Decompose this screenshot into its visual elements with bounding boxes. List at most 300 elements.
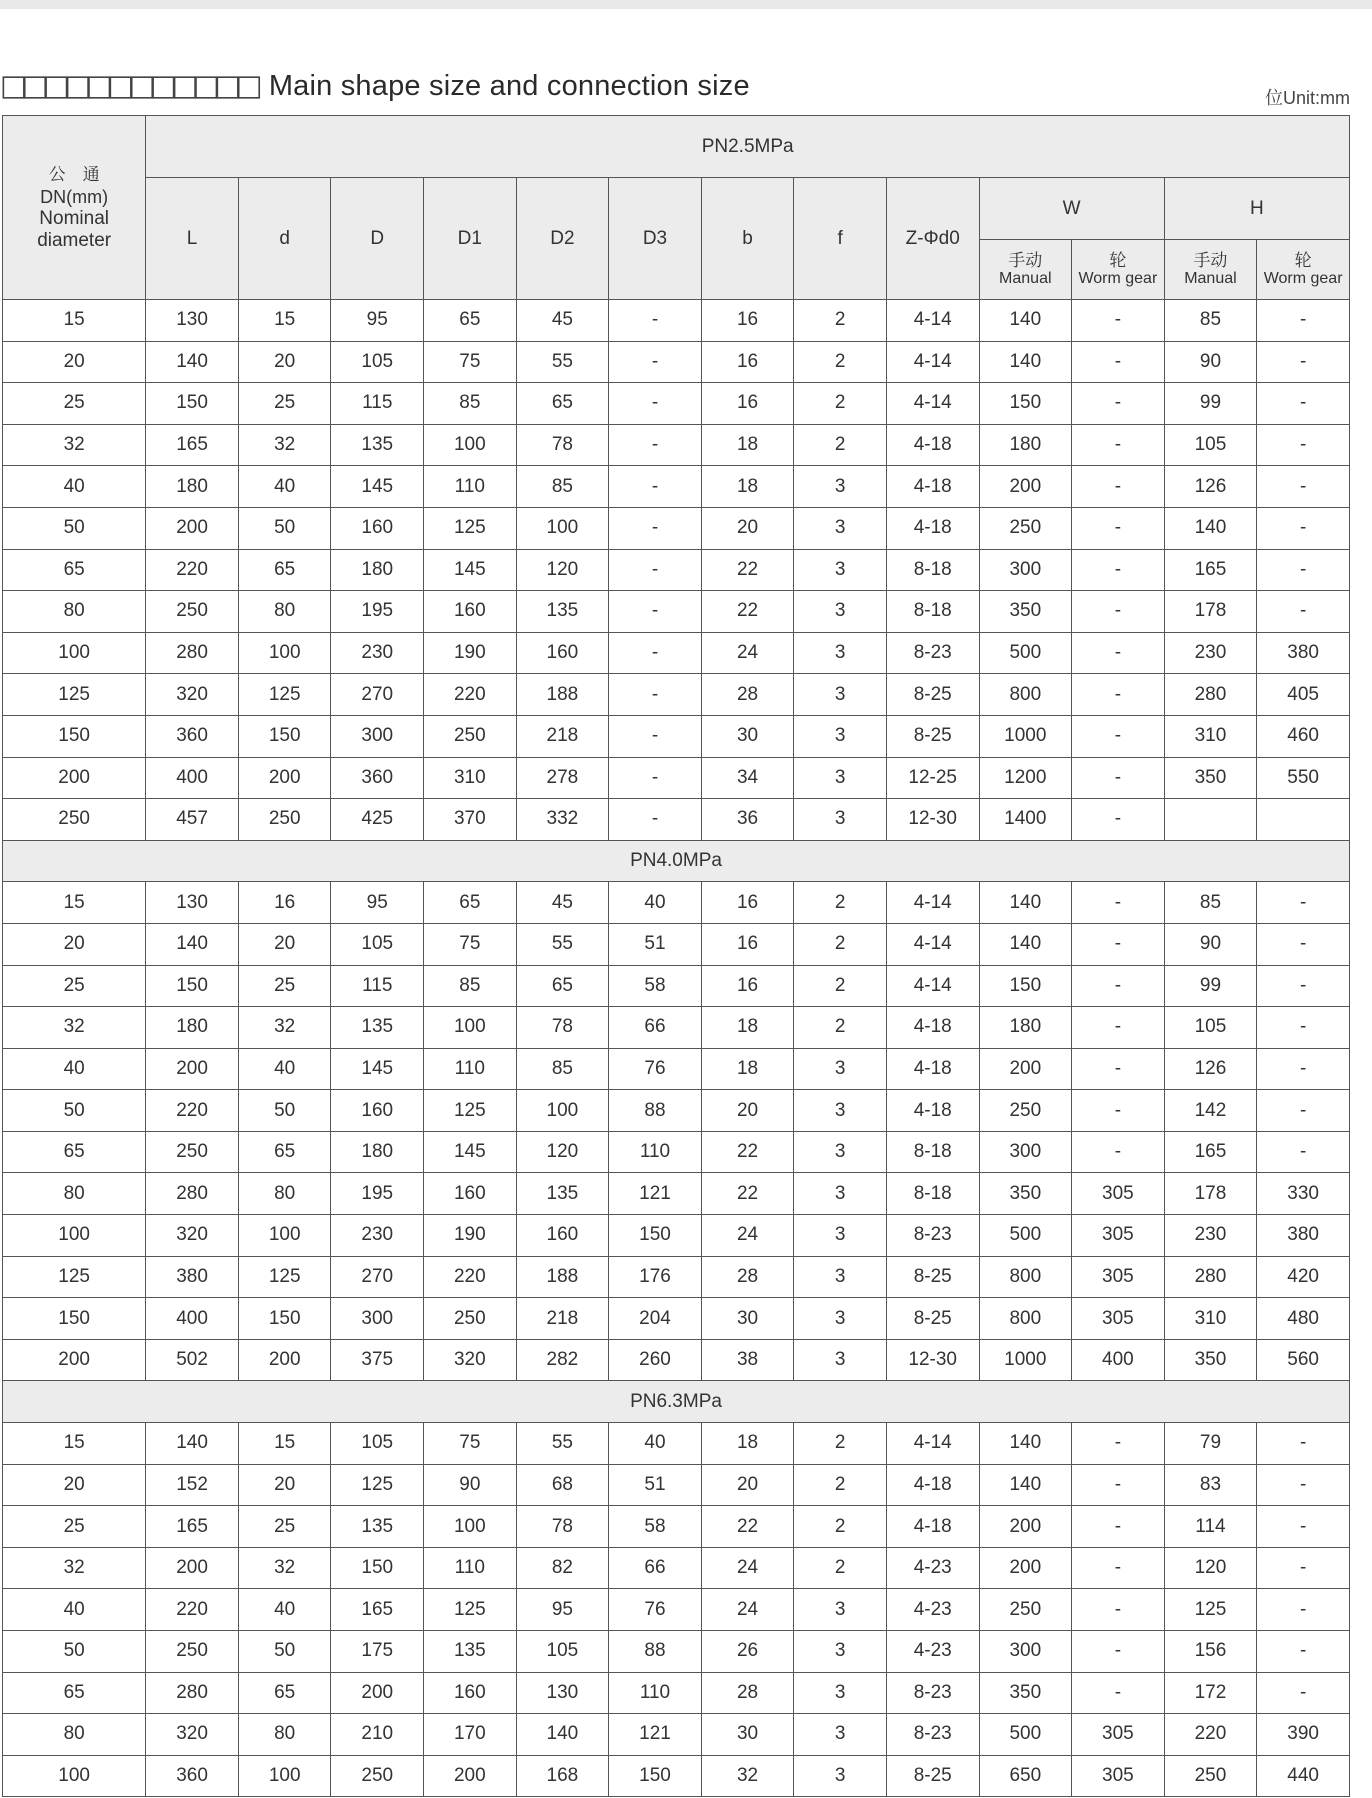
table-cell: 1000 [979,715,1072,757]
table-cell: - [609,757,702,799]
table-row [3,965,1350,1007]
table-cell: 20 [238,1464,331,1506]
table-row [3,1547,1350,1589]
table-cell: 800 [979,674,1072,716]
table-cell: 20 [701,1090,794,1132]
table-cell: 200 [979,1506,1072,1548]
table-cell: 250 [979,1589,1072,1631]
table-cell: 18 [701,1423,794,1465]
table-cell: 3 [794,591,887,633]
table-cell: 156 [1164,1631,1257,1673]
table-cell: 51 [609,1464,702,1506]
title-prefix-glyphs: □□□□□□□□□□□□ [0,68,257,102]
table-cell: 99 [1164,965,1257,1007]
table-cell: 18 [701,1007,794,1049]
pressure-class-header: PN2.5MPa [146,116,1350,178]
table-cell: 4-23 [886,1589,979,1631]
table-cell: 310 [1164,715,1257,757]
table-cell: 45 [516,882,609,924]
col-header-bolts: Z-Φd0 [886,178,979,300]
table-cell: 145 [424,1131,517,1173]
table-cell: 16 [701,965,794,1007]
table-cell: 390 [1257,1714,1350,1756]
table-row [3,1173,1350,1215]
table-cell: 150 [238,1298,331,1340]
table-cell: - [609,549,702,591]
table-cell: 130 [146,882,239,924]
table-cell: - [1257,300,1350,342]
table-cell: 100 [516,1090,609,1132]
table-cell: 360 [146,1755,239,1797]
table-cell: 15 [3,1423,146,1465]
table-cell: 250 [146,591,239,633]
table-cell: 2 [794,424,887,466]
table-cell: 280 [1164,1256,1257,1298]
table-cell: 140 [146,1423,239,1465]
table-cell: 115 [331,965,424,1007]
table-cell: - [1257,1589,1350,1631]
table-cell: 135 [331,1007,424,1049]
table-cell: 140 [979,923,1072,965]
table-cell: 65 [424,882,517,924]
w-worm-en: Worm gear [1078,269,1158,287]
table-cell: 330 [1257,1173,1350,1215]
table-cell: 28 [701,1256,794,1298]
table-cell: 24 [701,1547,794,1589]
col-header-W: W [979,178,1164,240]
table-cell: 12-30 [886,1339,979,1381]
title-text: Main shape size and connection size [268,70,750,102]
table-cell: 125 [238,674,331,716]
table-cell: 2 [794,1423,887,1465]
table-cell: - [609,591,702,633]
table-cell: 32 [238,1007,331,1049]
table-cell: - [1257,549,1350,591]
table-cell: 300 [979,1131,1072,1173]
table-cell: 65 [238,1131,331,1173]
table-cell: 50 [238,507,331,549]
table-cell: 22 [701,1173,794,1215]
table-cell: 140 [979,341,1072,383]
table-cell: 130 [146,300,239,342]
table-row [3,715,1350,757]
table-cell: 800 [979,1298,1072,1340]
table-cell: - [609,632,702,674]
table-cell: 300 [979,1631,1072,1673]
table-cell: 190 [424,632,517,674]
table-cell: 8-23 [886,1215,979,1257]
table-cell: 250 [424,1298,517,1340]
table-cell: 22 [701,591,794,633]
w-worm-cn: 轮 [1109,250,1127,271]
table-cell: 210 [331,1714,424,1756]
table-cell: 3 [794,632,887,674]
table-cell: 65 [516,965,609,1007]
table-cell: 32 [238,1547,331,1589]
table-cell: 3 [794,674,887,716]
table-cell: 140 [146,341,239,383]
table-cell: 152 [146,1464,239,1506]
table-cell: 25 [3,383,146,425]
table-cell: 190 [424,1215,517,1257]
table-cell: 32 [701,1755,794,1797]
table-cell: 3 [794,1215,887,1257]
table-cell: 30 [701,1298,794,1340]
table-cell: 250 [146,1631,239,1673]
table-cell: 4-14 [886,383,979,425]
table-row [3,1007,1350,1049]
table-cell: - [1072,507,1165,549]
table-cell: 220 [146,1090,239,1132]
table-cell: 260 [609,1339,702,1381]
table-cell: 440 [1257,1755,1350,1797]
table-row [3,341,1350,383]
table-cell: 178 [1164,1173,1257,1215]
table-row [3,632,1350,674]
table-cell: 79 [1164,1423,1257,1465]
table-cell: 180 [331,549,424,591]
table-cell: - [1257,1423,1350,1465]
table-cell: - [1072,632,1165,674]
table-cell: 55 [516,341,609,383]
table-cell: 360 [331,757,424,799]
table-cell: 4-18 [886,507,979,549]
table-row [3,1215,1350,1257]
table-cell: 180 [331,1131,424,1173]
table-cell: 8-18 [886,549,979,591]
table-cell: 195 [331,1173,424,1215]
table-cell: 3 [794,1298,887,1340]
table-cell: 282 [516,1339,609,1381]
table-cell: 82 [516,1547,609,1589]
table-cell: 140 [979,1464,1072,1506]
table-cell: 40 [609,882,702,924]
table-cell: - [1257,1672,1350,1714]
table-cell: 250 [979,1090,1072,1132]
table-cell: 480 [1257,1298,1350,1340]
table-cell: 51 [609,923,702,965]
table-cell: 460 [1257,715,1350,757]
table-cell: 38 [701,1339,794,1381]
table-cell: - [1257,882,1350,924]
table-cell: 380 [1257,632,1350,674]
table-row [3,549,1350,591]
table-cell: 114 [1164,1506,1257,1548]
table-cell: 16 [701,341,794,383]
table-cell: - [1072,882,1165,924]
table-cell: 1000 [979,1339,1072,1381]
table-cell [1257,799,1350,841]
table-cell: 200 [3,757,146,799]
table-cell: 3 [794,757,887,799]
table-cell: 85 [516,1048,609,1090]
table-cell: 16 [701,300,794,342]
table-cell: - [1072,1090,1165,1132]
table-cell: 800 [979,1256,1072,1298]
table-cell: 140 [979,1423,1072,1465]
table-cell: 4-23 [886,1547,979,1589]
table-cell: 40 [3,466,146,508]
table-cell: 83 [1164,1464,1257,1506]
table-cell: 250 [238,799,331,841]
table-cell: 4-23 [886,1631,979,1673]
table-cell: - [1257,965,1350,1007]
table-cell: 3 [794,1173,887,1215]
table-cell: 12-25 [886,757,979,799]
table-cell: 160 [516,632,609,674]
table-cell: 550 [1257,757,1350,799]
table-cell: 145 [331,466,424,508]
table-cell: 15 [238,1423,331,1465]
table-cell: 310 [1164,1298,1257,1340]
table-cell: 20 [3,341,146,383]
col-header-d: d [238,178,331,300]
table-cell: 121 [609,1173,702,1215]
table-cell: - [1072,466,1165,508]
dimension-table [2,115,1350,1797]
table-cell: 110 [424,466,517,508]
table-cell: 135 [424,1631,517,1673]
pressure-group-label: PN6.3MPa [3,1381,1350,1423]
table-cell: 65 [3,1131,146,1173]
table-row [3,1506,1350,1548]
table-cell: 188 [516,1256,609,1298]
table-cell: 8-18 [886,1131,979,1173]
table-cell: - [1257,1547,1350,1589]
table-row [3,507,1350,549]
table-cell: 68 [516,1464,609,1506]
table-cell: 65 [516,383,609,425]
table-cell: 220 [424,674,517,716]
table-cell: 3 [794,466,887,508]
table-cell: 90 [424,1464,517,1506]
table-cell: 55 [516,1423,609,1465]
h-manual-en: Manual [1184,269,1237,287]
col-header-W-worm [1072,240,1165,300]
table-row [3,383,1350,425]
table-cell: 305 [1072,1173,1165,1215]
table-cell: 120 [1164,1547,1257,1589]
table-cell: 85 [1164,882,1257,924]
table-cell: 250 [146,1131,239,1173]
table-cell: 150 [146,965,239,1007]
table-cell: 3 [794,1048,887,1090]
table-cell: 230 [331,632,424,674]
table-row [3,1131,1350,1173]
table-cell: - [609,341,702,383]
table-cell: - [609,466,702,508]
table-cell: 195 [331,591,424,633]
table-cell: 125 [238,1256,331,1298]
table-cell: 25 [238,1506,331,1548]
table-cell: 88 [609,1090,702,1132]
table-cell: - [1257,507,1350,549]
table-cell: - [1257,591,1350,633]
h-worm-cn: 轮 [1294,250,1312,271]
table-cell: - [1072,300,1165,342]
table-cell: 80 [3,1173,146,1215]
table-cell: 280 [146,1672,239,1714]
table-cell: - [1257,1007,1350,1049]
table-cell: 3 [794,1131,887,1173]
table-cell: 250 [424,715,517,757]
table-cell: - [609,300,702,342]
table-cell: 4-18 [886,1007,979,1049]
table-cell: 2 [794,383,887,425]
table-cell: - [1072,591,1165,633]
table-cell: 25 [238,965,331,1007]
table-cell: 28 [701,674,794,716]
table-cell: - [1257,383,1350,425]
table-cell: - [1072,1464,1165,1506]
table-cell: 200 [238,757,331,799]
table-cell: 3 [794,799,887,841]
table-cell: 78 [516,1506,609,1548]
table-cell: - [1072,757,1165,799]
table-row [3,882,1350,924]
table-cell: 320 [146,674,239,716]
table-cell: 250 [3,799,146,841]
table-row [3,1090,1350,1132]
table-header [3,116,1350,300]
table-cell: 220 [1164,1714,1257,1756]
table-cell: 20 [3,1464,146,1506]
table-cell: 4-18 [886,424,979,466]
pressure-group-row [3,840,1350,882]
table-cell: 40 [238,1589,331,1631]
table-cell: 305 [1072,1755,1165,1797]
table-cell: - [1072,1631,1165,1673]
table-row [3,1048,1350,1090]
table-cell: 165 [331,1589,424,1631]
table-cell: 78 [516,424,609,466]
table-row [3,674,1350,716]
table-cell: 4-18 [886,466,979,508]
table-cell: 25 [3,1506,146,1548]
table-cell: 250 [1164,1755,1257,1797]
table-cell: 300 [979,549,1072,591]
table-cell: 65 [424,300,517,342]
table-cell: 76 [609,1589,702,1631]
table-row [3,1339,1350,1381]
table-cell: 165 [1164,549,1257,591]
table-cell: 25 [3,965,146,1007]
table-cell: - [1072,1423,1165,1465]
table-cell: 2 [794,882,887,924]
table-cell: 24 [701,1589,794,1631]
table-cell: 3 [794,1714,887,1756]
table-cell: - [1257,341,1350,383]
table-cell: 150 [979,383,1072,425]
table-cell: 99 [1164,383,1257,425]
table-cell: 150 [331,1547,424,1589]
col-header-H-manual [1164,240,1257,300]
table-cell: 2 [794,341,887,383]
table-cell: 332 [516,799,609,841]
table-cell: 32 [3,1007,146,1049]
table-cell: 218 [516,715,609,757]
table-cell: 26 [701,1631,794,1673]
table-cell: 100 [424,424,517,466]
table-cell: 105 [331,341,424,383]
table-cell: 100 [3,632,146,674]
table-cell: 2 [794,1547,887,1589]
pressure-group-row [3,1381,1350,1423]
table-cell: 145 [424,549,517,591]
w-manual-cn: 手动 [1008,250,1043,271]
table-cell: 105 [331,1423,424,1465]
table-cell: 30 [701,715,794,757]
table-cell: 310 [424,757,517,799]
table-cell: 305 [1072,1256,1165,1298]
table-cell: 140 [979,300,1072,342]
table-cell: 4-18 [886,1090,979,1132]
table-cell: 80 [3,591,146,633]
table-cell: 105 [1164,1007,1257,1049]
table-cell: 32 [3,424,146,466]
table-cell: 100 [424,1506,517,1548]
table-cell: 188 [516,674,609,716]
table-row [3,1714,1350,1756]
table-cell: 180 [979,424,1072,466]
table-cell: 350 [979,591,1072,633]
table-cell: - [1072,715,1165,757]
table-cell: 58 [609,1506,702,1548]
table-cell: 75 [424,923,517,965]
table-cell: 4-14 [886,923,979,965]
table-cell: 120 [516,1131,609,1173]
table-cell: 15 [238,300,331,342]
table-cell: 55 [516,923,609,965]
table-cell: 176 [609,1256,702,1298]
table-row [3,1298,1350,1340]
table-cell: 165 [1164,1131,1257,1173]
table-cell: 200 [3,1339,146,1381]
table-cell: 200 [424,1755,517,1797]
table-cell [1164,799,1257,841]
table-cell: 100 [238,1215,331,1257]
table-cell: 160 [424,591,517,633]
table-row [3,1589,1350,1631]
table-cell: 2 [794,1007,887,1049]
table-cell: 100 [424,1007,517,1049]
table-row [3,757,1350,799]
table-cell: 58 [609,965,702,1007]
pressure-group-label: PN4.0MPa [3,840,1350,882]
table-cell: 80 [238,1714,331,1756]
table-row [3,466,1350,508]
nominal-cn-label: 公 通 [48,164,100,185]
table-cell: 350 [1164,1339,1257,1381]
table-cell: 40 [238,466,331,508]
table-cell: 65 [238,1672,331,1714]
table-cell: 18 [701,1048,794,1090]
table-cell: 150 [609,1215,702,1257]
table-cell: 45 [516,300,609,342]
table-cell: 3 [794,507,887,549]
table-cell: - [609,799,702,841]
table-cell: 80 [238,591,331,633]
table-cell: - [609,674,702,716]
table-cell: 110 [609,1672,702,1714]
table-cell: 18 [701,466,794,508]
table-cell: 2 [794,300,887,342]
table-cell: - [1257,1090,1350,1132]
table-cell: 500 [979,1215,1072,1257]
table-cell: 170 [424,1714,517,1756]
col-header-H-worm [1257,240,1350,300]
table-cell: 140 [146,923,239,965]
